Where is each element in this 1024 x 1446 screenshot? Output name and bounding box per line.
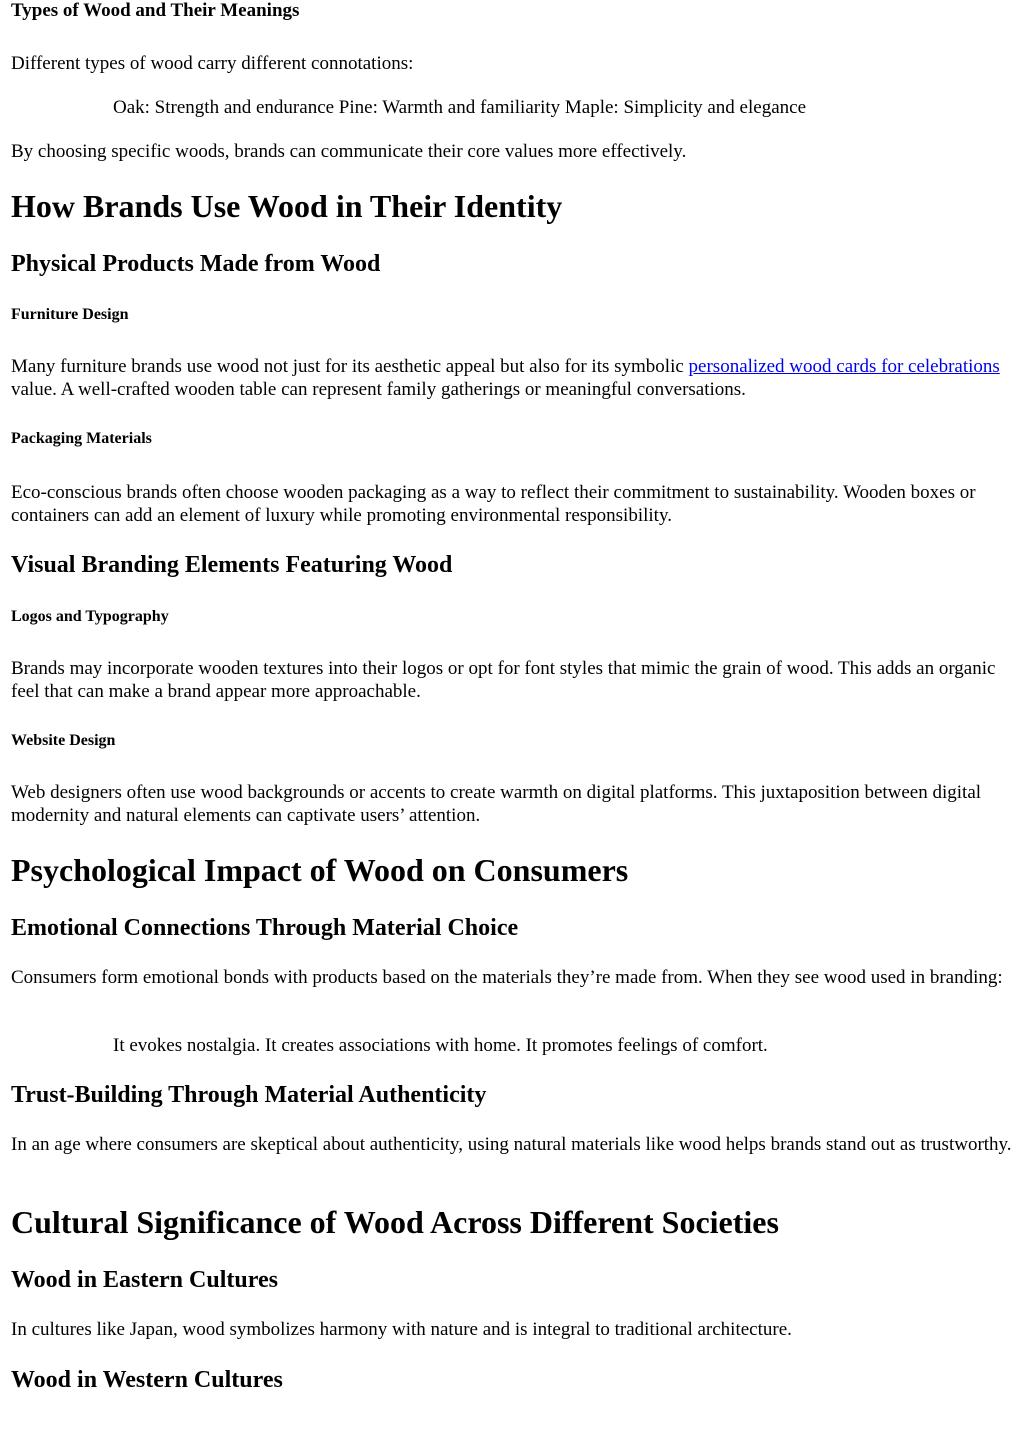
heading-western-cultures: Wood in Western Cultures <box>11 1367 283 1393</box>
heading-types-of-wood: Types of Wood and Their Meanings <box>11 0 300 21</box>
heading-website-design: Website Design <box>11 732 116 749</box>
website-paragraph: Web designers often use wood backgrounds or accents to create warmth on digital platforms. This juxtaposition between digital modernity and natural elements can captivate users’ attention. <box>11 782 982 826</box>
furniture-text-before: Many furniture brands use wood not just for its aesthetic appeal but also for its symbolic <box>11 356 689 377</box>
heading-packaging-materials: Packaging Materials <box>11 430 152 447</box>
heading-eastern-cultures: Wood in Eastern Cultures <box>11 1267 278 1293</box>
emotional-list-blockquote: It evokes nostalgia. It creates associations with home. It promotes feelings of comfort. <box>113 1035 768 1056</box>
emotional-paragraph: Consumers form emotional bonds with products based on the materials they’re made from. When they see wood used in branding: <box>11 967 1003 988</box>
furniture-text-after: value. A well-crafted wooden table can represent family gatherings or meaningful conversations. <box>11 379 746 400</box>
heading-visual-branding: Visual Branding Elements Featuring Wood <box>11 552 453 578</box>
heading-cultural-significance: Cultural Significance of Wood Across Different Societies <box>11 1204 779 1240</box>
types-intro-paragraph: Different types of wood carry different connotations: <box>11 53 414 74</box>
personalized-wood-cards-link[interactable]: personalized wood cards for celebrations <box>688 356 1000 377</box>
packaging-paragraph: Eco-conscious brands often choose wooden packaging as a way to reflect their commitment to sustainability. Wooden boxes or containers can add an element of luxury while promoting environmental responsibility. <box>11 482 976 526</box>
heading-trust-building: Trust-Building Through Material Authenticity <box>11 1082 487 1108</box>
heading-how-brands-use-wood: How Brands Use Wood in Their Identity <box>11 188 563 224</box>
heading-emotional-connections: Emotional Connections Through Material Choice <box>11 915 519 941</box>
heading-logos-typography: Logos and Typography <box>11 608 169 625</box>
types-outro-paragraph: By choosing specific woods, brands can communicate their core values more effectively. <box>11 141 687 162</box>
logos-paragraph: Brands may incorporate wooden textures into their logos or opt for font styles that mimic the grain of wood. This adds an organic feel that can make a brand appear more approachable. <box>11 658 996 702</box>
trust-paragraph: In an age where consumers are skeptical about authenticity, using natural materials like wood helps brands stand out as trustworthy. <box>11 1134 1012 1155</box>
types-list-blockquote: Oak: Strength and endurance Pine: Warmth and familiarity Maple: Simplicity and elegance <box>113 97 806 118</box>
heading-furniture-design: Furniture Design <box>11 306 129 323</box>
heading-psychological-impact: Psychological Impact of Wood on Consumers <box>11 852 629 888</box>
furniture-paragraph <box>11 355 1013 401</box>
heading-physical-products: Physical Products Made from Wood <box>11 251 381 277</box>
eastern-paragraph: In cultures like Japan, wood symbolizes harmony with nature and is integral to traditional architecture. <box>11 1319 792 1340</box>
